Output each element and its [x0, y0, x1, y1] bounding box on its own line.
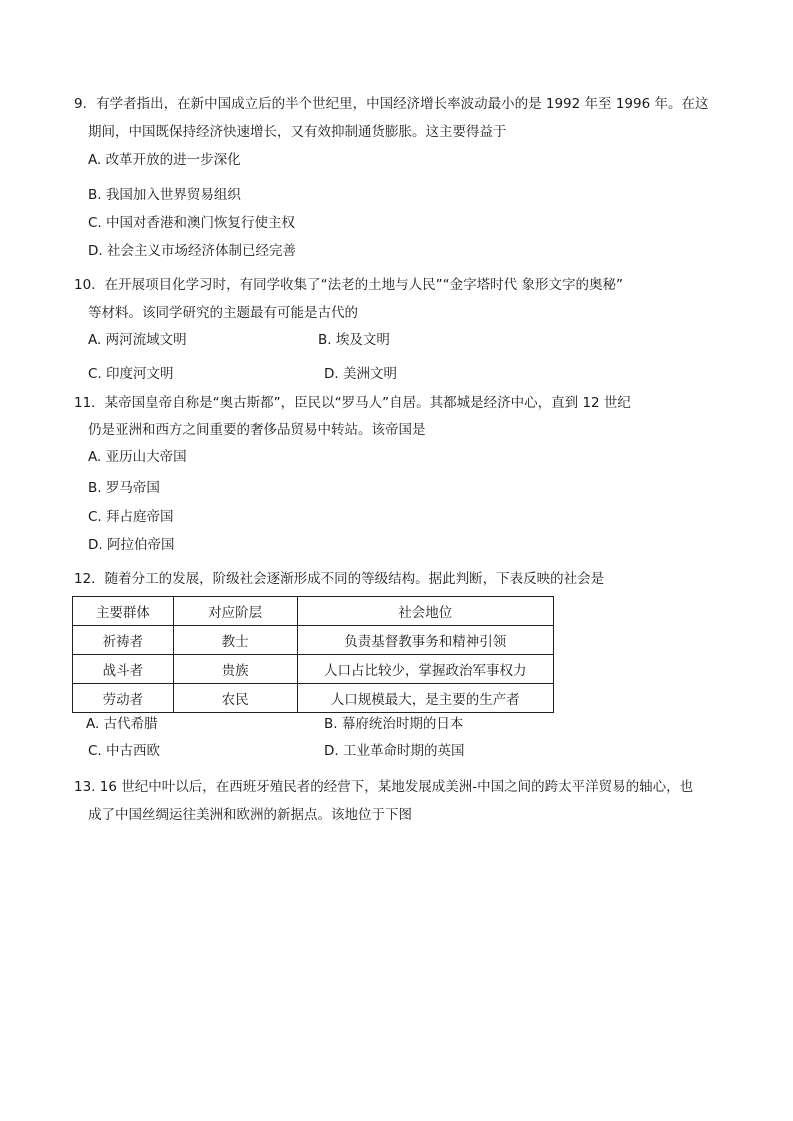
- table-row: [73, 684, 554, 713]
- table-cell: 农民: [173, 684, 297, 713]
- q13-stem-line1: 13. 16 世纪中叶以后，在西班牙殖民者的经营下，某地发展成美洲-中国之间的跨太平洋贸易的轴心，也: [74, 779, 694, 795]
- table-cell: 负责基督教事务和精神引领: [297, 626, 553, 655]
- table-cell: 教士: [173, 626, 297, 655]
- table-header-cell: 社会地位: [297, 597, 553, 626]
- q12-option-c: C. 中古西欧: [88, 743, 161, 759]
- q10-option-b: B. 埃及文明: [318, 332, 390, 348]
- q11-stem-line2: 仍是亚洲和西方之间重要的奢侈品贸易中转站。该帝国是: [88, 422, 426, 438]
- table-row: [73, 655, 554, 684]
- q11-option-c: C. 拜占庭帝国: [88, 509, 174, 525]
- q10-stem-line2: 等材料。该同学研究的主题最有可能是古代的: [88, 305, 358, 321]
- q11-stem-line1: 11．某帝国皇帝自称是“奥古斯都”，臣民以“罗马人”自居。其都城是经济中心，直到 12 世纪: [74, 395, 631, 411]
- q9-option-b: B. 我国加入世界贸易组织: [88, 187, 241, 203]
- q12-option-a: A. 古代希腊: [86, 716, 158, 732]
- q11-option-a: A. 亚历山大帝国: [88, 449, 187, 465]
- table-cell: 贵族: [173, 655, 297, 684]
- q11-option-b: B. 罗马帝国: [88, 480, 160, 496]
- q12-option-d: D. 工业革命时期的英国: [324, 743, 465, 759]
- q10-stem-line1: 10．在开展项目化学习时，有同学收集了“法老的土地与人民”“金字塔时代 象形文字的奥秘”: [74, 277, 623, 293]
- q12-option-b: B. 幕府统治时期的日本: [324, 716, 464, 732]
- table-header-cell: 对应阶层: [173, 597, 297, 626]
- table-cell: 人口规模最大，是主要的生产者: [297, 684, 553, 713]
- table-row: [73, 626, 554, 655]
- table-cell: 人口占比较少，掌握政治军事权力: [297, 655, 553, 684]
- society-table: [72, 596, 554, 713]
- q10-option-c: C. 印度河文明: [88, 366, 174, 382]
- q12-stem-line1: 12．随着分工的发展，阶级社会逐渐形成不同的等级结构。据此判断，下表反映的社会是: [74, 571, 605, 587]
- q13-stem-line2: 成了中国丝绸运往美洲和欧洲的新据点。该地位于下图: [88, 807, 412, 823]
- q9-option-d: D. 社会主义市场经济体制已经完善: [88, 243, 296, 259]
- table-cell: 战斗者: [73, 655, 174, 684]
- q9-option-c: C. 中国对香港和澳门恢复行使主权: [88, 215, 296, 231]
- table-header-cell: 主要群体: [73, 597, 174, 626]
- q9-option-a: A. 改革开放的进一步深化: [88, 152, 241, 168]
- table-cell: 劳动者: [73, 684, 174, 713]
- q10-option-d: D. 美洲文明: [324, 366, 397, 382]
- q9-stem-line2: 期间，中国既保持经济快速增长，又有效抑制通货膨胀。这主要得益于: [88, 124, 507, 140]
- q11-option-d: D. 阿拉伯帝国: [88, 537, 175, 553]
- table-cell: 祈祷者: [73, 626, 174, 655]
- table-header-row: [73, 597, 554, 626]
- q9-stem-line1: 9．有学者指出，在新中国成立后的半个世纪里，中国经济增长率波动最小的是 1992 年至 1996 年。在这: [74, 96, 709, 112]
- q10-option-a: A. 两河流域文明: [88, 332, 187, 348]
